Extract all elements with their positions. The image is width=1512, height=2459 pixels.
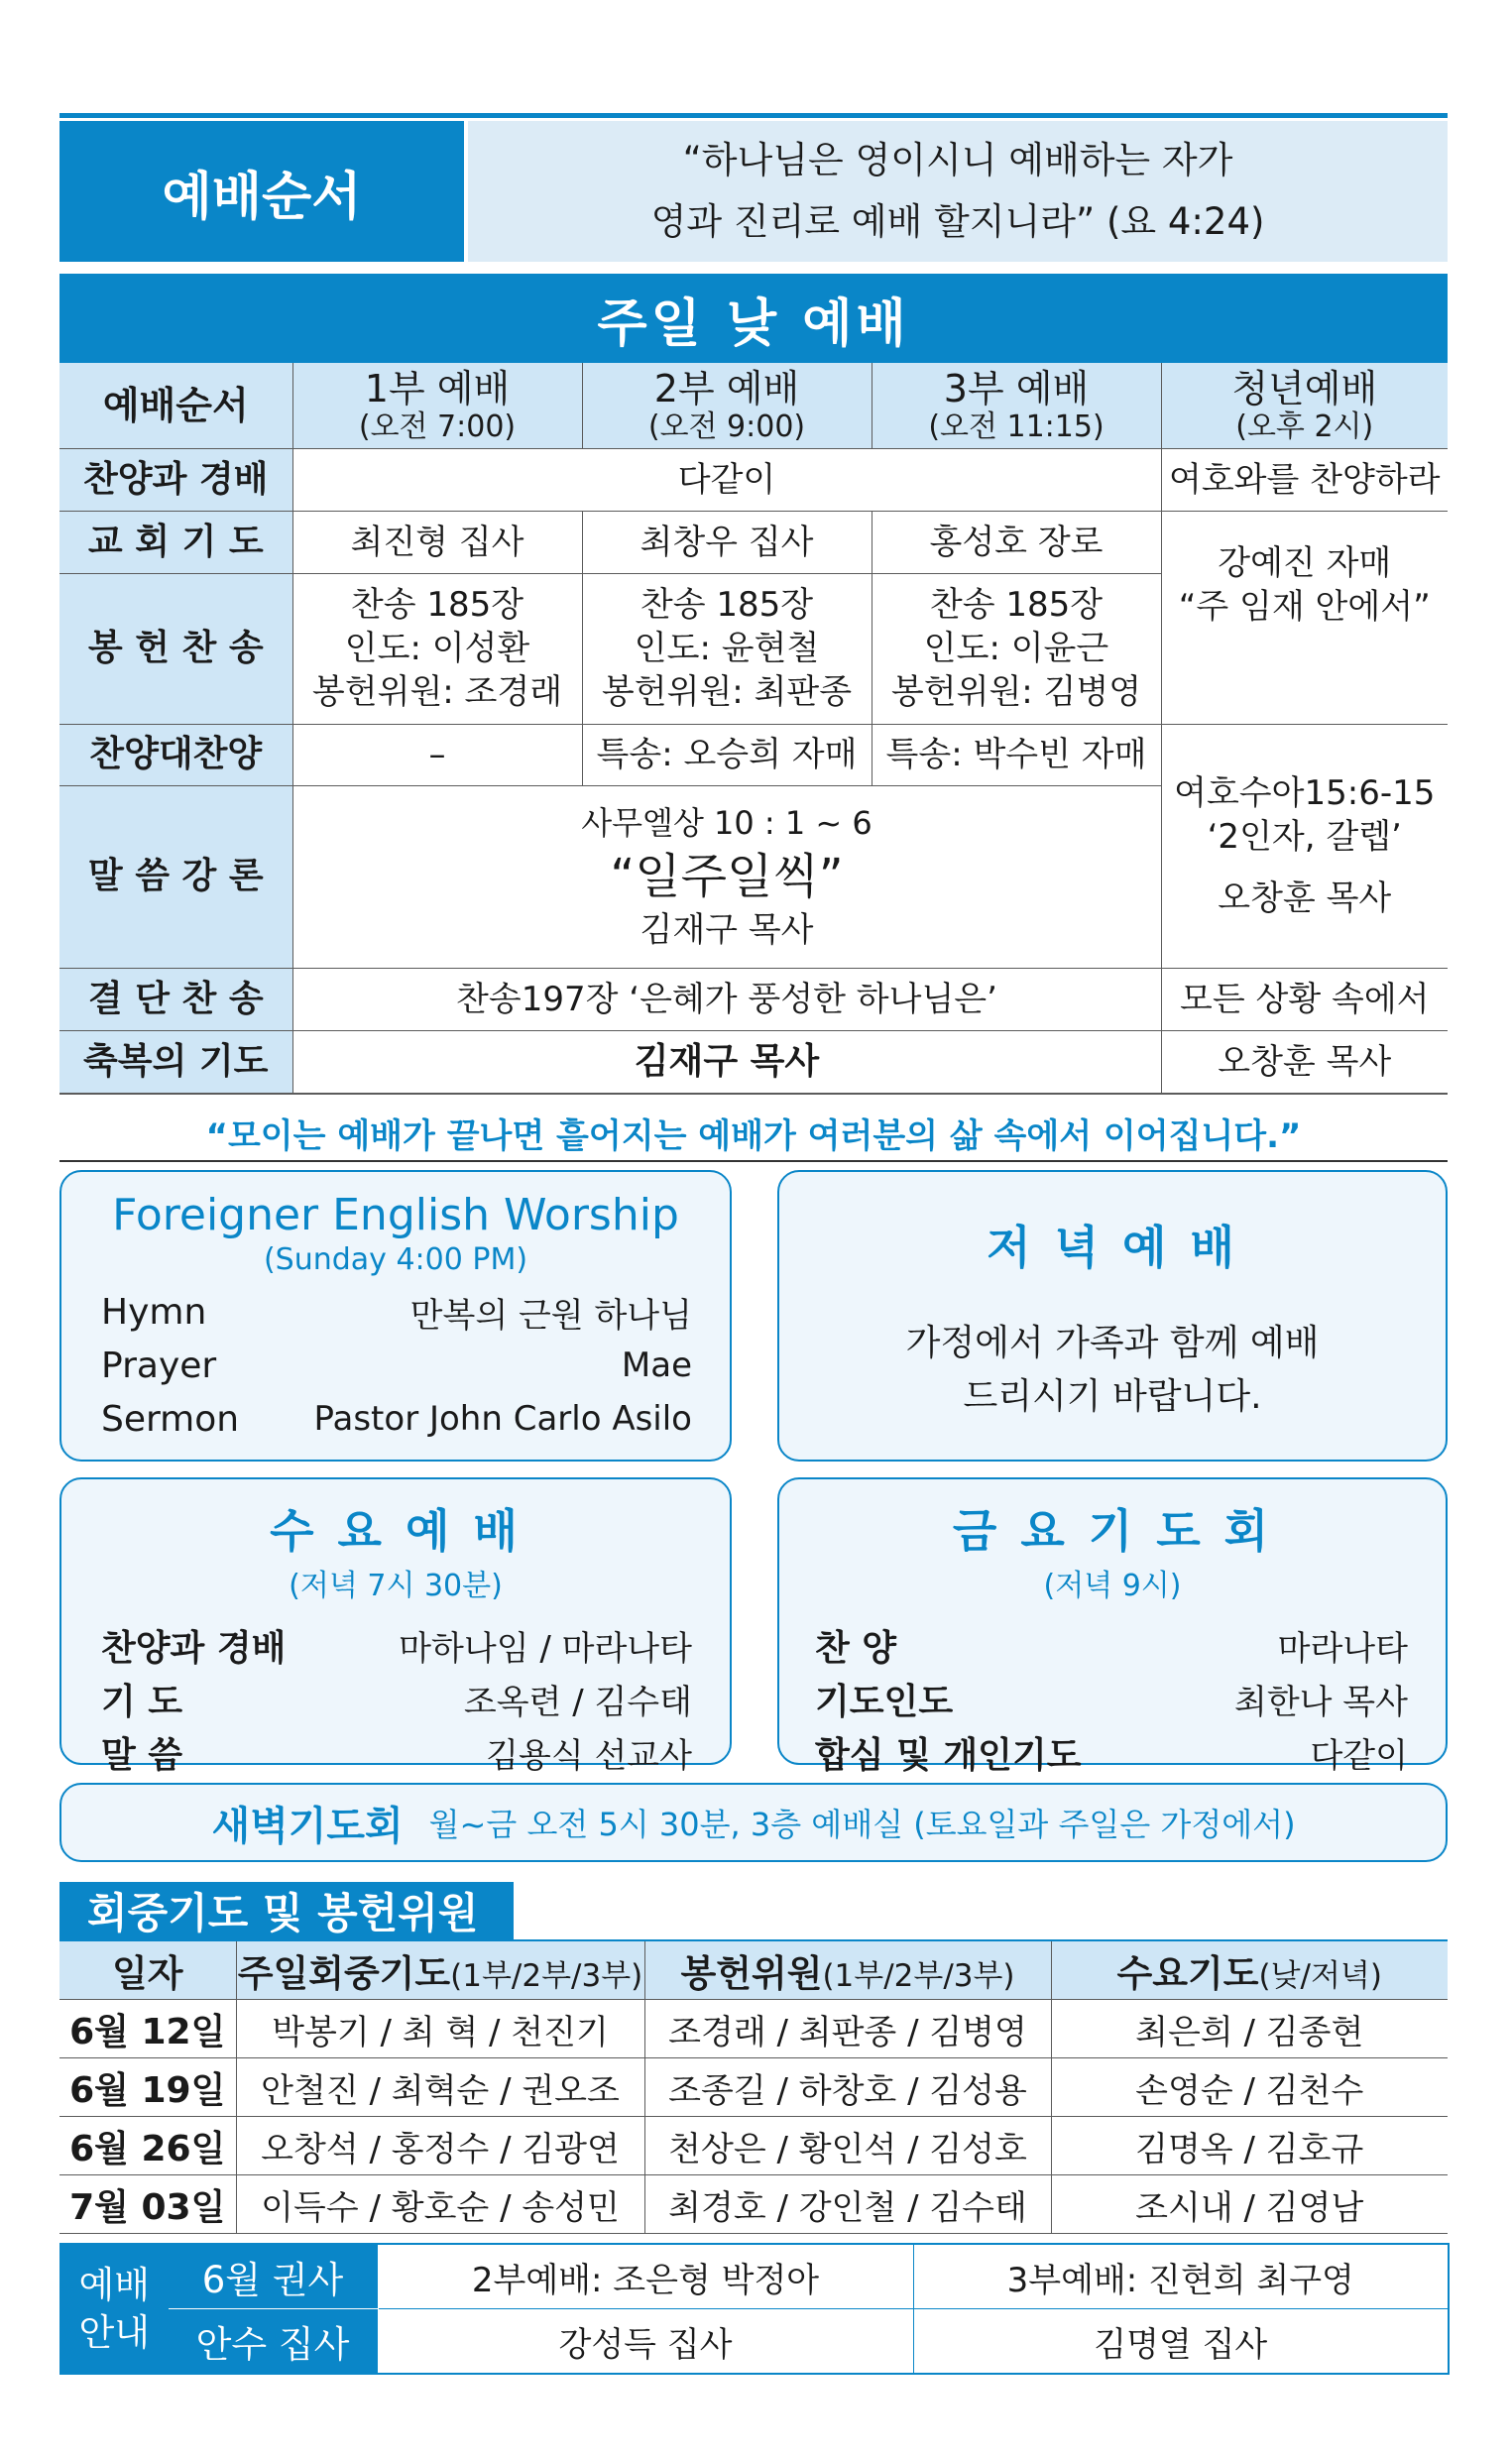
table-row <box>59 1030 1448 1093</box>
table-bottom-rule <box>59 1093 1448 1095</box>
guide-row-label: 안수 집사 <box>168 2309 378 2375</box>
table-row: 예배 안내 6월 권사 2부예배: 조은형 박정아 3부예배: 진현희 최구영 <box>60 2244 1449 2309</box>
header-top-rule <box>59 113 1448 118</box>
row-label: 봉 헌 찬 송 <box>59 573 292 724</box>
table-row <box>59 724 1448 785</box>
order-label: 예배순서 <box>59 363 292 448</box>
decision-youth: 모든 상황 속에서 <box>1161 968 1448 1030</box>
list-item: 찬 양 마라나타 <box>815 1627 1408 1669</box>
col-header: 주일회중기도(1부/2부/3부) <box>236 1940 644 2000</box>
choir-s1: – <box>292 724 582 785</box>
section-divider <box>59 1160 1448 1162</box>
col-header: 봉헌위원(1부/2부/3부) <box>644 1940 1051 2000</box>
english-title: Foreigner English Worship <box>112 1190 679 1240</box>
table-row <box>59 363 1448 448</box>
row-label: 찬양대찬양 <box>59 724 292 785</box>
praise-main: 다같이 <box>292 448 1161 511</box>
offering-s1: 찬송 185장 인도: 이성환 봉헌위원: 조경래 <box>292 573 582 724</box>
row-label: 교 회 기 도 <box>59 511 292 573</box>
youth-service-header: 청년예배 (오후 2시) <box>1161 363 1448 448</box>
row-label: 찬양과 경배 <box>59 448 292 511</box>
friday-time: (저녁 9시) <box>1043 1569 1182 1603</box>
sermon-main <box>292 785 1161 968</box>
roster-table <box>59 1939 1448 2234</box>
scripture-verse <box>468 121 1448 262</box>
choir-s3: 특송: 박수빈 자매 <box>872 724 1161 785</box>
choir-s2: 특송: 오승희 자매 <box>582 724 872 785</box>
sermon-scripture: 사무엘상 10 : 1 ~ 6 <box>581 804 872 842</box>
usher-guide-table <box>59 2243 1450 2375</box>
benediction-youth: 오창훈 목사 <box>1161 1030 1448 1093</box>
table-row: 6월 12일 박봉기 / 최 혁 / 천진기 조경래 / 최판종 / 김병영 최은희 / 김종현 <box>59 2000 1448 2058</box>
table-row <box>59 511 1448 573</box>
wednesday-title: 수 요 예 배 <box>270 1504 522 1558</box>
evening-text: 가정에서 가족과 함께 예배 드리시기 바랍니다. <box>905 1323 1320 1417</box>
table-header-row <box>59 1940 1448 2000</box>
list-item: Hymn 만복의 근원 하나님 <box>101 1291 692 1336</box>
service-2-header: 2부 예배 (오전 9:00) <box>582 363 872 448</box>
table-row <box>59 448 1448 511</box>
table-row: 6월 26일 오창석 / 홍정수 / 김광연 천상은 / 황인석 / 김성호 김명옥 / 김호규 <box>59 2117 1448 2175</box>
dawn-text: 월~금 오전 5시 30분, 3층 예배실 (토요일과 주일은 가정에서) <box>428 1806 1296 1843</box>
service-3-header: 3부 예배 (오전 11:15) <box>872 363 1161 448</box>
row-label: 말 씀 강 론 <box>59 785 292 968</box>
row-label: 축복의 기도 <box>59 1030 292 1093</box>
sunday-worship-table <box>59 363 1448 1094</box>
prayer-s3: 홍성호 장로 <box>872 511 1161 573</box>
offering-s2: 찬송 185장 인도: 윤현철 봉헌위원: 최판종 <box>582 573 872 724</box>
table-row: 안수 집사 강성득 집사 김명열 집사 <box>60 2309 1449 2375</box>
sermon-youth: 여호수아15:6-15 ‘2인자, 갈렙’ 오창훈 목사 <box>1161 724 1448 968</box>
table-row <box>59 968 1448 1030</box>
evening-worship-box <box>777 1170 1448 1462</box>
list-item: Prayer Mae <box>101 1345 692 1386</box>
dawn-prayer-box <box>59 1783 1448 1862</box>
roster-title: 회중기도 및 봉헌위원 <box>59 1882 514 1939</box>
row-label: 결 단 찬 송 <box>59 968 292 1030</box>
verse-line-2: 영과 진리로 예배 할지니라” (요 4:24) <box>650 200 1265 243</box>
col-header: 수요기도(낮/저녁) <box>1051 1940 1448 2000</box>
dawn-title: 새벽기도회 <box>211 1803 404 1849</box>
wednesday-worship-box <box>59 1477 732 1776</box>
benediction-main: 김재구 목사 <box>292 1030 1161 1093</box>
page-title: 예배순서 <box>59 121 464 262</box>
guide-row-label: 6월 권사 <box>168 2244 378 2309</box>
list-item: 기도인도 최한나 목사 <box>815 1681 1408 1722</box>
offering-s3: 찬송 185장 인도: 이윤근 봉헌위원: 김병영 <box>872 573 1161 724</box>
sermon-title: “일주일씩” <box>610 849 844 904</box>
list-item: Sermon Pastor John Carlo Asilo <box>101 1398 692 1440</box>
guide-label: 예배 안내 <box>60 2244 168 2374</box>
english-worship-box <box>59 1170 732 1462</box>
wednesday-time: (저녁 7시 30분) <box>289 1569 503 1603</box>
friday-prayer-box <box>777 1477 1448 1776</box>
prayer-s2: 최창우 집사 <box>582 511 872 573</box>
list-item: 기 도 조옥련 / 김수태 <box>101 1681 692 1722</box>
praise-youth: 여호와를 찬양하라 <box>1161 448 1448 511</box>
list-item: 찬양과 경배 마하나임 / 마라나타 <box>101 1627 692 1669</box>
verse-line-1: “하나님은 영이시니 예배하는 자가 <box>682 139 1233 181</box>
service-1-header: 1부 예배 (오전 7:00) <box>292 363 582 448</box>
list-item: 말 씀 김용식 선교사 <box>101 1734 692 1776</box>
sunday-worship-title: 주일 낮 예배 <box>59 274 1448 363</box>
table-row: 6월 19일 안철진 / 최혁순 / 권오조 조종길 / 하창호 / 김성용 손영순 / 김천수 <box>59 2058 1448 2117</box>
english-time: (Sunday 4:00 PM) <box>263 1242 528 1277</box>
slogan: “모이는 예배가 끝나면 흩어지는 예배가 여러분의 삶 속에서 이어집니다.” <box>205 1116 1302 1156</box>
evening-title: 저 녁 예 배 <box>987 1221 1238 1274</box>
offering-youth: 강예진 자매 “주 임재 안에서” <box>1161 511 1448 724</box>
decision-main: 찬송197장 ‘은혜가 풍성한 하나님은’ <box>292 968 1161 1030</box>
prayer-s1: 최진형 집사 <box>292 511 582 573</box>
list-item: 합심 및 개인기도 다같이 <box>815 1734 1408 1776</box>
friday-title: 금 요 기 도 회 <box>952 1504 1273 1558</box>
table-row: 7월 03일 이득수 / 황호순 / 송성민 최경호 / 강인철 / 김수태 조시내 / 김영남 <box>59 2175 1448 2234</box>
col-header: 일자 <box>59 1940 236 2000</box>
sermon-preacher: 김재구 목사 <box>640 910 814 950</box>
